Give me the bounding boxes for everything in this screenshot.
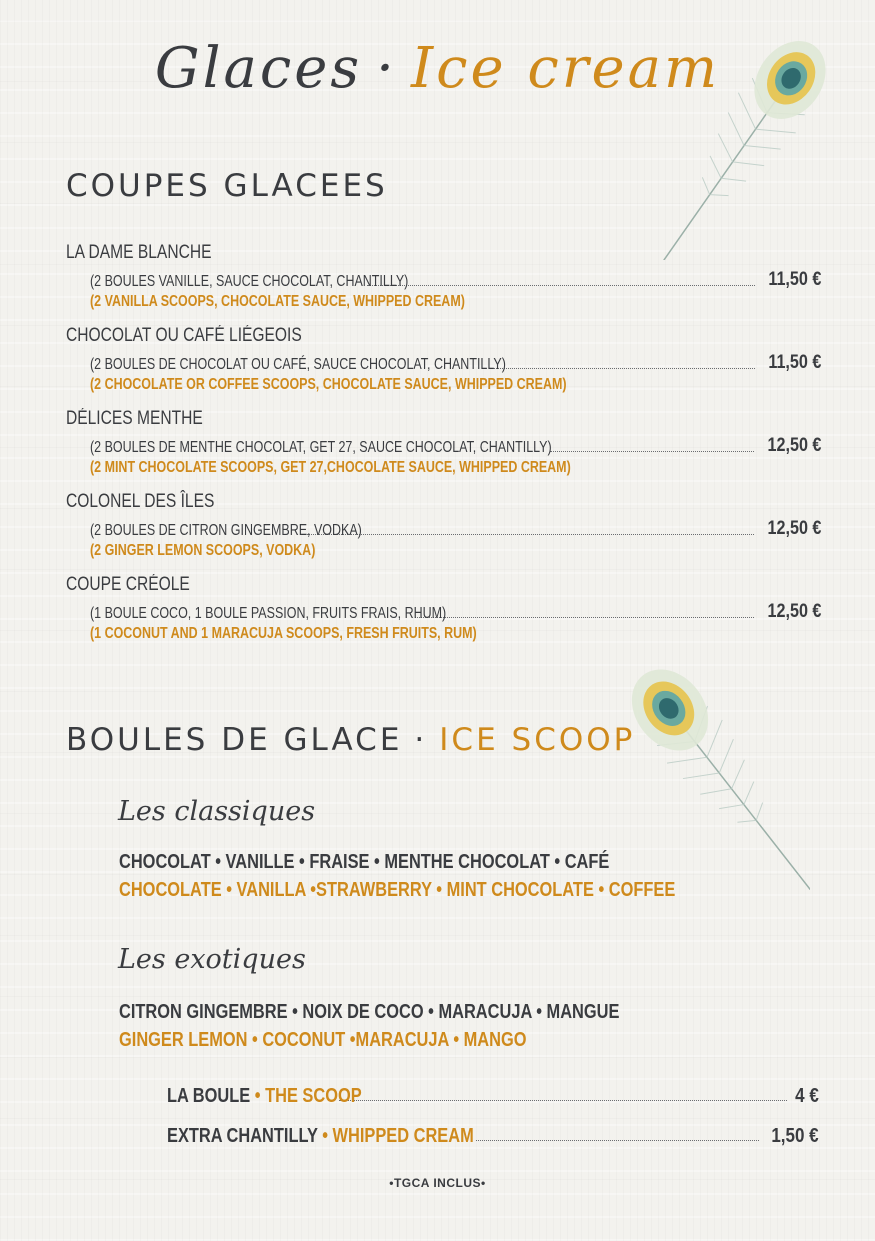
footer-note: •TGCA INCLUS• [389,1176,486,1190]
item-name: COUPE CRÉOLE [66,574,190,595]
item-row [90,350,821,374]
extra-label-sep: • [250,1085,266,1107]
dot-leader [367,284,755,286]
extra-price: 1,50 € [771,1125,819,1147]
item-name: COLONEL DES ÎLES [66,491,215,512]
extra-price: 4 € [795,1085,819,1107]
section-heading-boules [66,722,635,758]
item-desc-en: (2 CHOCOLATE OR COFFEE SCOOPS, CHOCOLATE SAUCE, WHIPPED CREAM) [90,376,567,393]
item-row [90,267,821,291]
extra-label [167,1085,362,1108]
flavours-fr: CITRON GINGEMBRE • NOIX DE COCO • MARACUJA • MANGUE [119,1001,620,1023]
menu-item [66,325,821,408]
extra-label-fr: LA BOULE [167,1085,251,1107]
menu-item [66,491,821,574]
flavours-en: CHOCOLATE • VANILLA •STRAWBERRY • MINT CHOCOLATE • COFFEE [119,879,676,901]
title-fr: Glaces [154,36,363,101]
item-desc-en: (2 MINT CHOCOLATE SCOOPS, GET 27,CHOCOLATE SAUCE, WHIPPED CREAM) [90,459,571,476]
coupes-list [66,242,821,657]
menu-item [66,242,821,325]
item-desc-fr: (2 BOULES VANILLE, SAUCE CHOCOLAT, CHANTILLY) [90,273,409,290]
extra-label [167,1125,474,1148]
item-desc-fr: (2 BOULES DE MENTHE CHOCOLAT, GET 27, SAUCE CHOCOLAT, CHANTILLY) [90,439,552,456]
flavours-en: GINGER LEMON • COCONUT •MARACUJA • MANGO [119,1029,527,1051]
dot-leader [476,1139,759,1141]
extras-list [167,1068,819,1148]
item-name: CHOCOLAT OU CAFÉ LIÉGEOIS [66,325,302,346]
extra-label-sep: • [317,1125,333,1147]
section-heading-coupes: COUPES GLACEES [66,168,388,204]
item-row [90,433,821,457]
item-desc-fr: (1 BOULE COCO, 1 BOULE PASSION, FRUITS FRAIS, RHUM) [90,605,447,622]
item-row [90,599,821,623]
boules-heading-separator: · [414,722,428,758]
item-desc-en: (1 COCONUT AND 1 MARACUJA SCOOPS, FRESH FRUITS, RUM) [90,625,477,642]
item-desc-fr: (2 BOULES DE CHOCOLAT OU CAFÉ, SAUCE CHOCOLAT, CHANTILLY) [90,356,506,373]
item-price: 11,50 € [768,352,821,373]
boules-heading-en: ICE SCOOP [439,722,636,758]
flavours-exotiques [119,998,619,1054]
item-row [90,516,821,540]
item-desc-fr: (2 BOULES DE CITRON GINGEMBRE, VODKA) [90,522,362,539]
flavours-classiques [119,848,675,904]
dot-leader [339,1099,787,1101]
dot-leader [492,367,755,369]
dot-leader [550,450,753,452]
item-price: 12,50 € [767,601,821,622]
extra-item [167,1068,819,1108]
title-separator: · [376,36,397,101]
item-price: 12,50 € [767,435,821,456]
subheading-exotiques: Les exotiques [118,944,306,975]
extra-label-fr: EXTRA CHANTILLY [167,1125,318,1147]
page-title [0,36,875,101]
subheading-classiques: Les classiques [118,796,316,827]
extra-label-en: THE SCOOP [265,1085,362,1107]
title-en: Ice cream [410,36,721,101]
item-desc-en: (2 GINGER LEMON SCOOPS, VODKA) [90,542,316,559]
menu-item [66,408,821,491]
item-price: 11,50 € [768,269,821,290]
item-name: DÉLICES MENTHE [66,408,203,429]
dot-leader [307,533,754,535]
extra-item [167,1108,819,1148]
item-desc-en: (2 VANILLA SCOOPS, CHOCOLATE SAUCE, WHIPPED CREAM) [90,293,465,310]
flavours-fr: CHOCOLAT • VANILLE • FRAISE • MENTHE CHOCOLAT • CAFÉ [119,851,610,873]
extra-label-en: WHIPPED CREAM [332,1125,474,1147]
menu-item [66,574,821,657]
item-name: LA DAME BLANCHE [66,242,212,263]
item-price: 12,50 € [767,518,821,539]
boules-heading-fr: BOULES DE GLACE [66,722,403,758]
dot-leader [415,616,754,618]
